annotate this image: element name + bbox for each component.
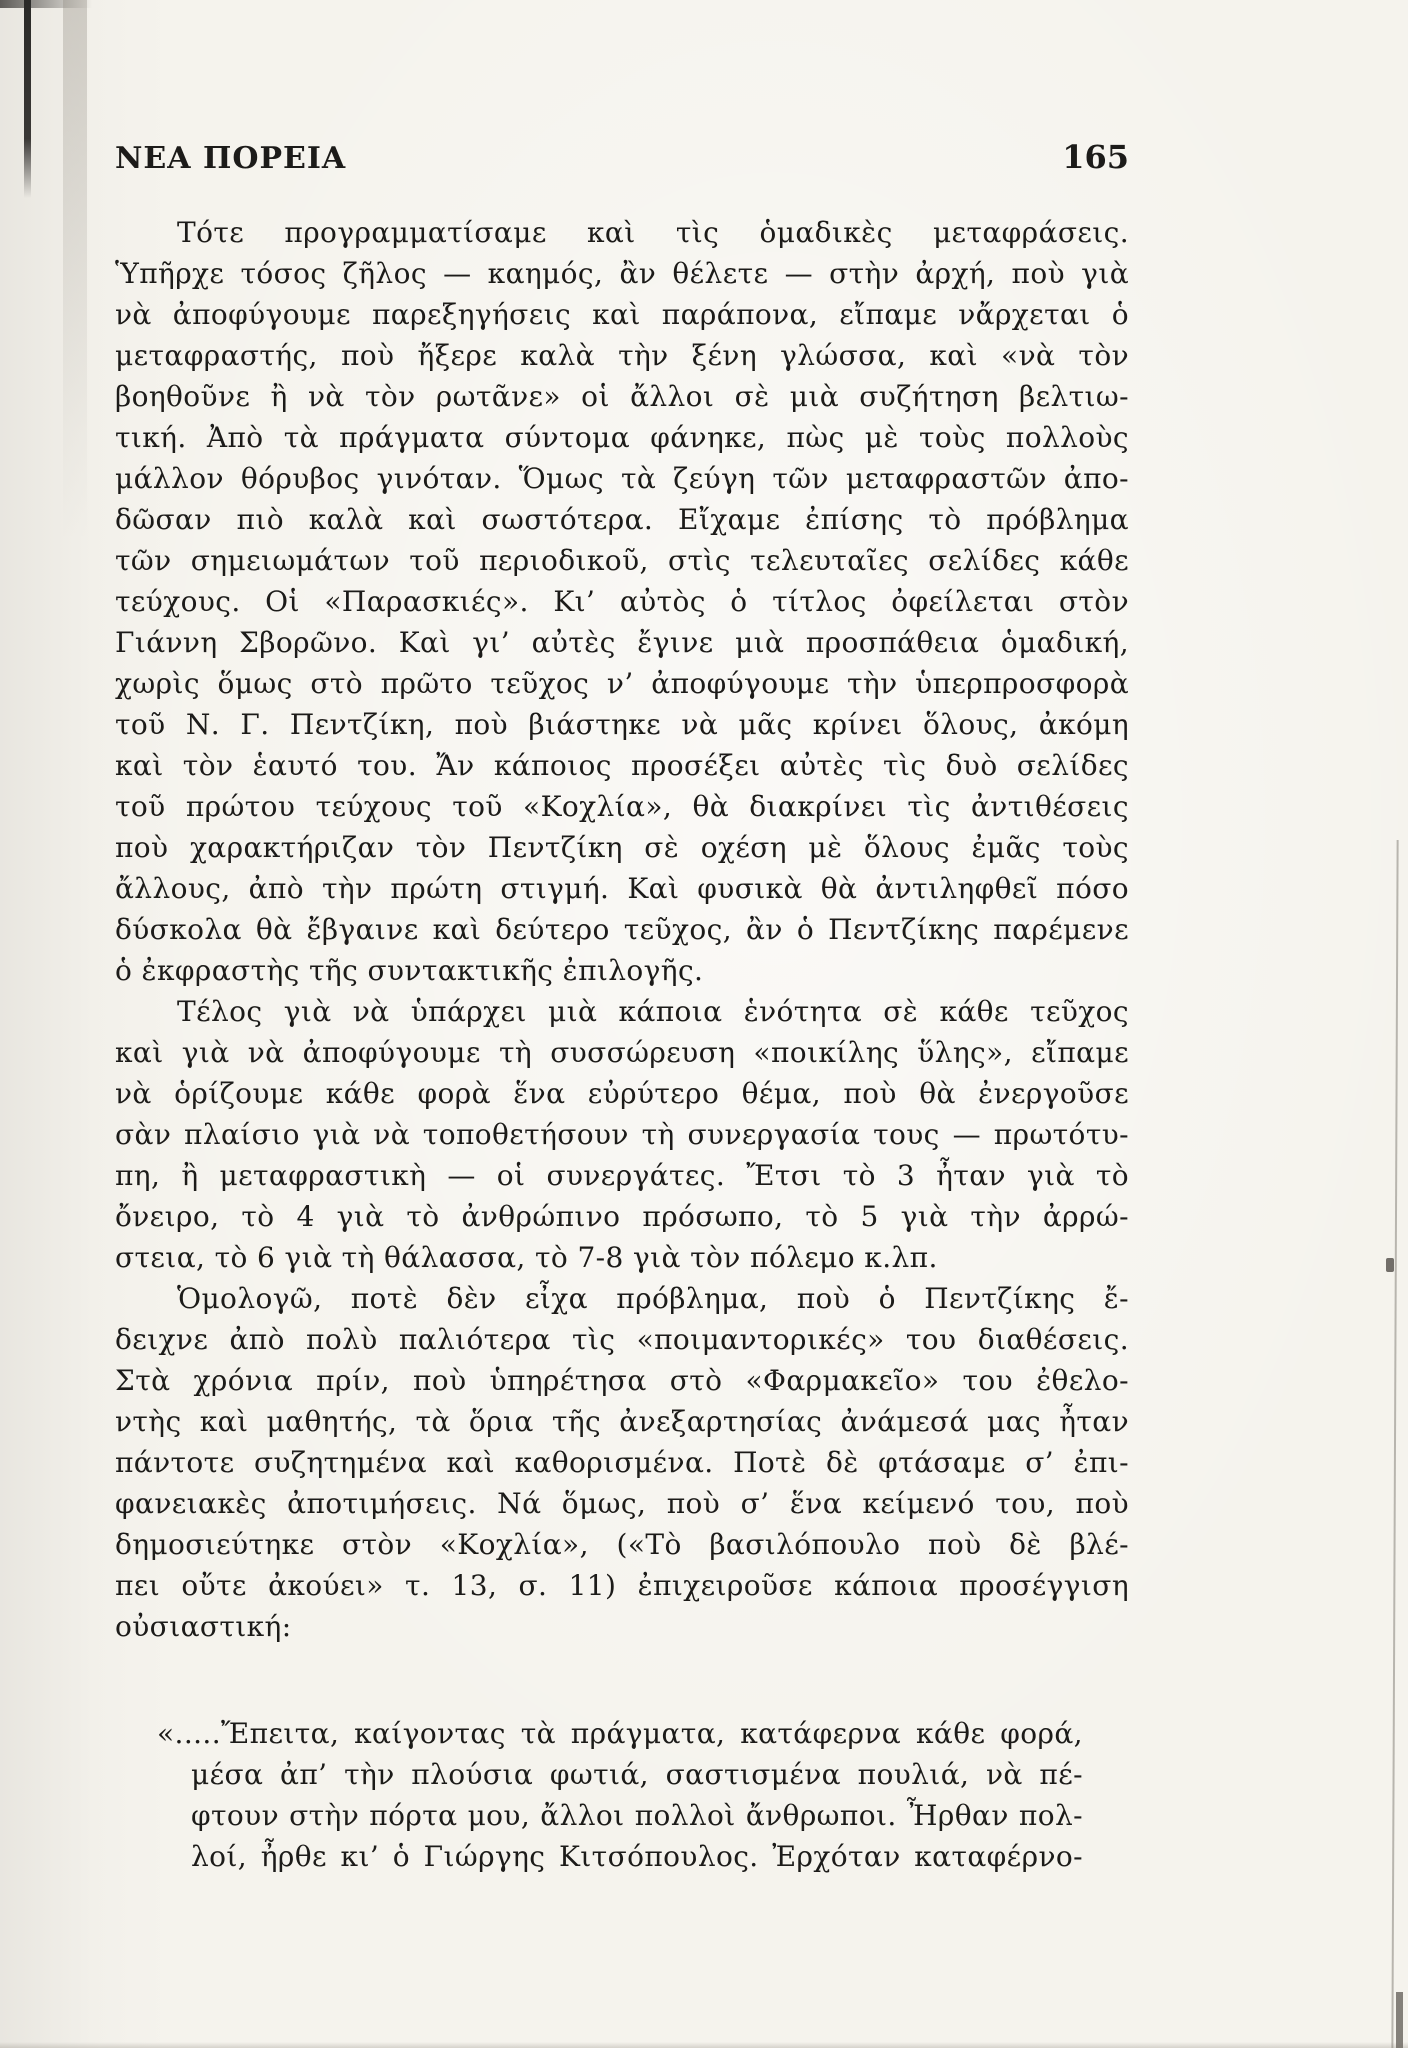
text-line: χωρὶς ὅμως στὸ πρῶτο τεῦχος ν’ ἀποφύγουμε τὴν ὑπερπροσφορὰ — [115, 667, 1129, 700]
text-line: μέσα ἀπ’ τὴν πλούσια φωτιά, σαστισμένα πουλιά, νὰ πέ- — [191, 1758, 1083, 1791]
scan-artifact-right-dash — [1386, 1258, 1394, 1272]
quote-paragraph — [157, 1713, 1083, 1877]
text-line: Γιάννη Σβορῶνο. Καὶ γι’ αὐτὲς ἔγινε μιὰ προσπάθεια ὁμαδική, — [115, 626, 1129, 659]
text-line: τοῦ πρώτου τεύχους τοῦ «Κοχλία», θὰ διακρίνει τὶς ἀντιθέσεις — [115, 790, 1129, 823]
journal-title: ΝΕΑ ΠΟΡΕΙΑ — [115, 141, 347, 176]
text-line: ντὴς καὶ μαθητής, τὰ ὅρια τῆς ἀνεξαρτησίας ἀνάμεσά μας ἦταν — [115, 1405, 1129, 1438]
scan-artifact-bottom-edge — [0, 2042, 1408, 2048]
text-line: μεταφραστής, ποὺ ἤξερε καλὰ τὴν ξένη γλώσσα, καὶ «νὰ τὸν — [115, 339, 1129, 372]
text-line: δύσκολα θὰ ἔβγαινε καὶ δεύτερο τεῦχος, ἂν ὁ Πεντζίκης παρέμενε — [115, 913, 1129, 946]
text-line: νὰ ἀποφύγουμε παρεξηγήσεις καὶ παράπονα, εἴπαμε νἄρχεται ὁ — [115, 298, 1129, 331]
text-line: πάντοτε συζητημένα καὶ καθορισμένα. Ποτὲ δὲ φτάσαμε σ’ ἐπι- — [115, 1446, 1129, 1479]
text-line: μάλλον θόρυβος γινόταν. Ὅμως τὰ ζεύγη τῶν μεταφραστῶν ἀπο- — [115, 462, 1129, 495]
text-line: οὐσιαστική: — [115, 1610, 292, 1643]
text-line: πει οὔτε ἀκούει» τ. 13, σ. 11) ἐπιχειροῦσε κάποια προσέγγιση — [115, 1569, 1129, 1602]
text-line: πη, ἢ μεταφραστικὴ — οἱ συνεργάτες. Ἔτσι τὸ 3 ἦταν γιὰ τὸ — [115, 1159, 1129, 1192]
text-line: Ὑπῆρχε τόσος ζῆλος — καημός, ἂν θέλετε — στὴν ἀρχή, ποὺ γιὰ — [115, 257, 1129, 290]
text-line: τοῦ Ν. Γ. Πεντζίκη, ποὺ βιάστηκε νὰ μᾶς κρίνει ὅλους, ἀκόμη — [115, 708, 1129, 741]
text-line: τική. Ἀπὸ τὰ πράγματα σύντομα φάνηκε, πὼς μὲ τοὺς πολλοὺς — [115, 421, 1129, 454]
text-line: δειχνε ἀπὸ πολὺ παλιότερα τὶς «ποιμαντορικές» του διαθέσεις. — [115, 1323, 1129, 1356]
text-line: Στὰ χρόνια πρίν, ποὺ ὑπηρέτησα στὸ «Φαρμακεῖο» του ἐθελο- — [115, 1364, 1129, 1397]
scan-artifact-left-bar — [24, 0, 31, 198]
paragraph — [115, 991, 1129, 1278]
paragraph — [115, 212, 1129, 991]
text-line: δημοσιεύτηκε στὸν «Κοχλία», («Τὸ βασιλόπουλο ποὺ δὲ βλέ- — [115, 1528, 1129, 1561]
text-line: νὰ ὁρίζουμε κάθε φορὰ ἕνα εὐρύτερο θέμα, ποὺ θὰ ἐνεργοῦσε — [115, 1077, 1129, 1110]
text-line: ὁ ἐκφραστὴς τῆς συντακτικῆς ἐπιλογῆς. — [115, 954, 704, 987]
text-line: τεύχους. Οἱ «Παρασκιές». Κι’ αὐτὸς ὁ τίτλος ὀφείλεται στὸν — [115, 585, 1129, 618]
text-line: τῶν σημειωμάτων τοῦ περιοδικοῦ, στὶς τελευταῖες σελίδες κάθε — [115, 544, 1129, 577]
text-line: βοηθοῦνε ἢ νὰ τὸν ρωτᾶνε» οἱ ἄλλοι σὲ μιὰ συζήτηση βελτιω- — [115, 380, 1129, 413]
text-line: φτουν στὴν πόρτα μου, ἄλλοι πολλοὶ ἄνθρωποι. Ἦρθαν πολ- — [191, 1799, 1083, 1832]
text-line: καὶ τὸν ἑαυτό του. Ἄν κάποιος προσέξει αὐτὲς τὶς δυὸ σελίδες — [115, 749, 1129, 782]
text-line: Τότε προγραμματίσαμε καὶ τὶς ὁμαδικὲς μεταφράσεις. — [177, 216, 1129, 249]
text-body — [115, 212, 1129, 1877]
text-line: «.....Ἔπειτα, καίγοντας τὰ πράγματα, κατάφερνα κάθε φορά, — [157, 1717, 1083, 1750]
page-header — [115, 138, 1129, 176]
text-line: ἄλλους, ἀπὸ τὴν πρώτη στιγμή. Καὶ φυσικὰ θὰ ἀντιληφθεῖ πόσο — [115, 872, 1129, 905]
paragraph — [115, 1278, 1129, 1647]
text-line: Τέλος γιὰ νὰ ὑπάρχει μιὰ κάποια ἑνότητα σὲ κάθε τεῦχος — [177, 995, 1129, 1028]
text-line: λοί, ἦρθε κι’ ὁ Γιώργης Κιτσόπουλος. Ἐρχόταν καταφέρνο- — [191, 1840, 1083, 1873]
text-line: ποὺ χαρακτήριζαν τὸν Πεντζίκη σὲ οχέση μὲ ὅλους ἐμᾶς τοὺς — [115, 831, 1129, 864]
scan-artifact-left-smudge — [63, 0, 87, 540]
text-line: στεια, τὸ 6 γιὰ τὴ θάλασσα, τὸ 7-8 γιὰ τὸν πόλεμο κ.λπ. — [115, 1241, 938, 1274]
scan-artifact-top-left — [0, 0, 92, 8]
text-line: σὰν πλαίσιο γιὰ νὰ τοποθετήσουν τὴ συνεργασία τους — πρωτότυ- — [115, 1118, 1129, 1151]
text-line: Ὁμολογῶ, ποτὲ δὲν εἶχα πρόβλημα, ποὺ ὁ Πεντζίκης ἔ- — [177, 1282, 1129, 1315]
page-number: 165 — [1062, 138, 1129, 176]
text-line: ὄνειρο, τὸ 4 γιὰ τὸ ἀνθρώπινο πρόσωπο, τὸ 5 γιὰ τὴν ἀρρώ- — [115, 1200, 1129, 1233]
text-line: φανειακὲς ἀποτιμήσεις. Νά ὅμως, ποὺ σ’ ἕνα κείμενό του, ποὺ — [115, 1487, 1129, 1520]
scan-artifact-corner-dash — [1396, 1992, 1403, 2048]
scan-artifact-right-line — [1391, 840, 1398, 2048]
text-line: δῶσαν πιὸ καλὰ καὶ σωστότερα. Εἴχαμε ἐπίσης τὸ πρόβλημα — [115, 503, 1129, 536]
text-line: καὶ γιὰ νὰ ἀποφύγουμε τὴ συσσώρευση «ποικίλης ὕλης», εἴπαμε — [115, 1036, 1129, 1069]
